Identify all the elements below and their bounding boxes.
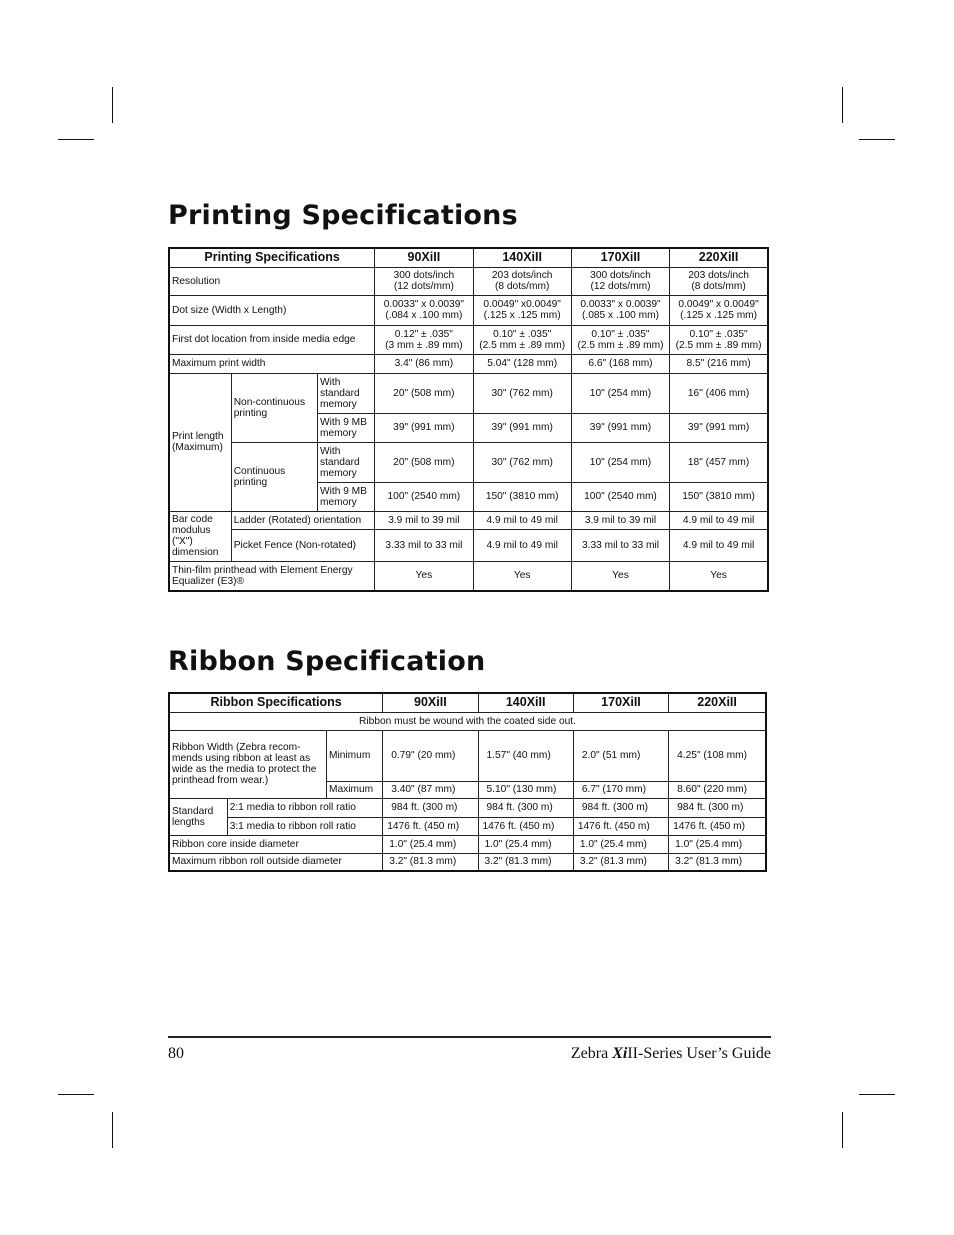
table-cell: 1476 ft. (450 m) — [573, 817, 668, 835]
table-cell: 18" (457 mm) — [670, 442, 768, 482]
table-header: 170XiII — [573, 693, 668, 712]
row-label: Dot size (Width x Length) — [169, 295, 375, 325]
table-cell: 1.0" (25.4 mm) — [478, 835, 573, 853]
row-label: Thin-film printhead with Element Energy Equalizer (E3)® — [169, 561, 375, 591]
row-sublabel: Ladder (Rotated) orientation — [231, 511, 375, 529]
table-cell: 150" (3810 mm) — [670, 482, 768, 511]
table-cell: 8.5" (216 mm) — [670, 354, 768, 373]
table-cell: 300 dots/inch (12 dots/mm) — [571, 267, 669, 295]
table-cell: 203 dots/inch (8 dots/mm) — [670, 267, 768, 295]
table-header: 140XiII — [478, 693, 573, 712]
row-label: Standard lengths — [169, 798, 227, 835]
table-cell: 3.33 mil to 33 mil — [571, 529, 669, 561]
table-cell: 0.0033" x 0.0039" (.085 x .100 mm) — [571, 295, 669, 325]
table-cell: 20" (508 mm) — [375, 373, 473, 413]
table-cell: 0.0049" x0.0049" (.125 x .125 mm) — [473, 295, 571, 325]
row-sublabel: Continuous printing — [231, 442, 317, 511]
row-label: Print length (Maximum) — [169, 373, 231, 511]
table-cell: 3.2" (81.3 mm) — [669, 853, 766, 871]
row-sublabel: 3:1 media to ribbon roll ratio — [227, 817, 383, 835]
table-cell: Yes — [670, 561, 768, 591]
table-cell: 0.0049" x 0.0049" (.125 x .125 mm) — [670, 295, 768, 325]
row-sublabel: Maximum — [327, 781, 383, 798]
table-cell: 0.79" (20 mm) — [383, 730, 478, 781]
table-cell: 0.12" ± .035" (3 mm ± .89 mm) — [375, 325, 473, 354]
table-cell: 30" (762 mm) — [473, 373, 571, 413]
footer-rule — [168, 1036, 771, 1038]
crop-mark — [859, 139, 895, 140]
page-number: 80 — [168, 1045, 184, 1062]
table-cell: 0.0033" x 0.0039" (.084 x .100 mm) — [375, 295, 473, 325]
row-label: Ribbon Width (Zebra recom-mends using ribbon at least as wide as the media to protect the printhead from wear.) — [169, 730, 327, 798]
table-cell: 0.10" ± .035" (2.5 mm ± .89 mm) — [571, 325, 669, 354]
table-cell: 1476 ft. (450 m) — [669, 817, 766, 835]
table-cell: 20" (508 mm) — [375, 442, 473, 482]
row-sublabel: With standard memory — [317, 373, 374, 413]
crop-mark — [58, 1094, 94, 1095]
table-cell: 16" (406 mm) — [670, 373, 768, 413]
table-cell: 150" (3810 mm) — [473, 482, 571, 511]
table-cell: 4.25" (108 mm) — [669, 730, 766, 781]
table-cell: 984 ft. (300 m) — [478, 798, 573, 817]
row-label: Maximum print width — [169, 354, 375, 373]
table-cell: 39" (991 mm) — [473, 413, 571, 442]
table-cell: 100" (2540 mm) — [375, 482, 473, 511]
table-header: Ribbon Specifications — [169, 693, 383, 712]
row-label: Maximum ribbon roll outside diameter — [169, 853, 383, 871]
table-cell: 100" (2540 mm) — [571, 482, 669, 511]
row-sublabel: Picket Fence (Non-rotated) — [231, 529, 375, 561]
table-cell: 1476 ft. (450 m) — [383, 817, 478, 835]
ribbon-heading: Ribbon Specification — [168, 646, 486, 677]
crop-mark — [58, 139, 94, 140]
table-cell: 39" (991 mm) — [571, 413, 669, 442]
crop-mark — [859, 1094, 895, 1095]
table-cell: 10" (254 mm) — [571, 442, 669, 482]
row-label: Resolution — [169, 267, 375, 295]
printing-spec-table — [168, 247, 769, 592]
table-cell: Yes — [571, 561, 669, 591]
table-cell: 8.60" (220 mm) — [669, 781, 766, 798]
table-cell: 39" (991 mm) — [670, 413, 768, 442]
table-cell: 1.57" (40 mm) — [478, 730, 573, 781]
table-cell: 300 dots/inch (12 dots/mm) — [375, 267, 473, 295]
ribbon-note: Ribbon must be wound with the coated side out. — [169, 712, 766, 730]
row-sublabel: With 9 MB memory — [317, 413, 374, 442]
row-sublabel: Non-continuous printing — [231, 373, 317, 442]
table-cell: 3.2" (81.3 mm) — [478, 853, 573, 871]
table-cell: 3.33 mil to 33 mil — [375, 529, 473, 561]
table-cell: 5.04" (128 mm) — [473, 354, 571, 373]
table-cell: 10" (254 mm) — [571, 373, 669, 413]
table-cell: 4.9 mil to 49 mil — [670, 511, 768, 529]
table-cell: 39" (991 mm) — [375, 413, 473, 442]
row-sublabel: With 9 MB memory — [317, 482, 374, 511]
table-cell: 3.4" (86 mm) — [375, 354, 473, 373]
table-cell: 2.0" (51 mm) — [573, 730, 668, 781]
table-cell: 3.2" (81.3 mm) — [383, 853, 478, 871]
table-cell: 0.10" ± .035" (2.5 mm ± .89 mm) — [473, 325, 571, 354]
table-cell: 3.40" (87 mm) — [383, 781, 478, 798]
table-cell: 4.9 mil to 49 mil — [473, 511, 571, 529]
table-cell: 6.7" (170 mm) — [573, 781, 668, 798]
row-label: First dot location from inside media edge — [169, 325, 375, 354]
table-header: 170XiII — [571, 248, 669, 267]
table-header: 90XiII — [383, 693, 478, 712]
table-cell: 4.9 mil to 49 mil — [670, 529, 768, 561]
crop-mark — [112, 1112, 113, 1148]
crop-mark — [842, 87, 843, 123]
crop-mark — [842, 1112, 843, 1148]
table-header: 220XiII — [669, 693, 766, 712]
table-cell: 30" (762 mm) — [473, 442, 571, 482]
table-cell: 1476 ft. (450 m) — [478, 817, 573, 835]
table-cell: 1.0" (25.4 mm) — [573, 835, 668, 853]
guide-title: Zebra XiII-Series User’s Guide — [570, 1045, 771, 1062]
row-label: Bar code modulus ("X") dimension — [169, 511, 231, 561]
row-label: Ribbon core inside diameter — [169, 835, 383, 853]
crop-mark — [112, 87, 113, 123]
table-cell: 984 ft. (300 m) — [669, 798, 766, 817]
table-header: Printing Specifications — [169, 248, 375, 267]
table-cell: 1.0" (25.4 mm) — [383, 835, 478, 853]
table-cell: Yes — [375, 561, 473, 591]
table-header: 140XiII — [473, 248, 571, 267]
table-header: 90XiII — [375, 248, 473, 267]
table-cell: 1.0" (25.4 mm) — [669, 835, 766, 853]
table-cell: Yes — [473, 561, 571, 591]
ribbon-spec-table — [168, 692, 767, 872]
table-cell: 203 dots/inch (8 dots/mm) — [473, 267, 571, 295]
table-cell: 0.10" ± .035" (2.5 mm ± .89 mm) — [670, 325, 768, 354]
table-header: 220XiII — [670, 248, 768, 267]
table-cell: 6.6" (168 mm) — [571, 354, 669, 373]
table-cell: 3.2" (81.3 mm) — [573, 853, 668, 871]
table-cell: 984 ft. (300 m) — [383, 798, 478, 817]
row-sublabel: 2:1 media to ribbon roll ratio — [227, 798, 383, 817]
printing-heading: Printing Specifications — [168, 200, 518, 231]
row-sublabel: With standard memory — [317, 442, 374, 482]
table-cell: 984 ft. (300 m) — [573, 798, 668, 817]
row-sublabel: Minimum — [327, 730, 383, 781]
table-cell: 4.9 mil to 49 mil — [473, 529, 571, 561]
table-cell: 3.9 mil to 39 mil — [571, 511, 669, 529]
table-cell: 3.9 mil to 39 mil — [375, 511, 473, 529]
table-cell: 5.10" (130 mm) — [478, 781, 573, 798]
